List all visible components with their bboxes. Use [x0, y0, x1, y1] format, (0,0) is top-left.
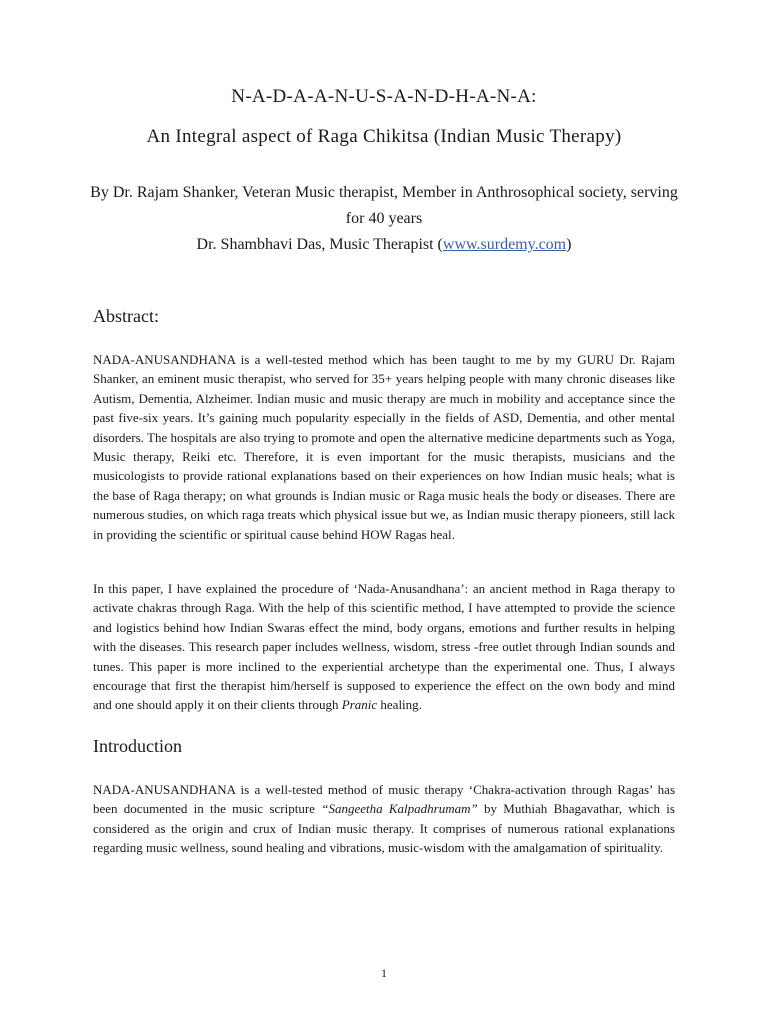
introduction-heading: Introduction	[93, 736, 182, 756]
introduction-paragraph	[93, 780, 675, 858]
abstract-paragraph-1: NADA-ANUSANDHANA is a well-tested method which has been taught to me by my GURU Dr. Rajam Shanker, an eminent music therapist, who served for 35+ years helping people with many chronic diseases like Autism, Dementia, Alzheimer. Indian music and music therapy are much in mobility and acceptance since the past five-six years. It’s gaining much popularity especially in the fields of ASD, Dementia, and other mental disorders. The hospitals are also trying to promote and open the alternative medicine departments such as Yoga, Music therapy, Reiki etc. Therefore, it is even important for the music therapists, musicians and the musicologists to provide rational explanations based on their experiences on how Indian music heals; what is the base of Raga therapy; on what grounds is Indian music or Raga music heals the body or diseases. There are numerous studies, on which raga treats which physical issue but we, as Indian music therapy pioneers, still lack in providing the scientific or spiritual cause behind HOW Ragas heal.	[93, 352, 675, 542]
author-line-2	[90, 232, 678, 258]
author-line-1: By Dr. Rajam Shanker, Veteran Music therapist, Member in Anthrosophical society, serving for 40 years	[90, 184, 678, 227]
abstract-p2-end: healing.	[377, 697, 422, 713]
abstract-heading: Abstract:	[93, 306, 159, 326]
intro-text-end: by Muthiah Bhagavathar, which is considered as the origin and crux of Indian music therapy. It comprises of numerous rational explanations regarding music wellness, sound healing and vibrations, music-wisdom with the amalgamation of spirituality.	[93, 801, 675, 856]
abstract-paragraph-2	[93, 579, 675, 715]
author-2-name: Dr. Shambhavi Das, Music Therapist (	[196, 236, 443, 253]
intro-italic-title: “Sangeetha Kalpadhrumam”	[321, 801, 478, 817]
page-number: 1	[381, 966, 387, 980]
website-link[interactable]: www.surdemy.com	[442, 236, 567, 253]
abstract-p2-text: In this paper, I have explained the procedure of ‘Nada-Anusandhana’: an ancient method in Raga therapy to activate chakras through Raga. With the help of this scientific method, I have attempted to provide the science and logistics behind how Indian Swaras effect the mind, body organs, emotions and further results in helping with the diseases. This research paper includes wellness, wisdom, stress -free outlet through Indian sounds and tunes. This paper is more inclined to the experiential archetype than the experimental one. Thus, I always encourage that first the therapist him/herself is supposed to experience the effect on the own body and mind and one should apply it on their clients through	[93, 581, 675, 713]
author-2-close: )	[566, 236, 572, 253]
document-title: N-A-D-A-A-N-U-S-A-N-D-H-A-N-A:	[231, 86, 537, 107]
abstract-p2-italic: Pranic	[341, 697, 378, 713]
document-subtitle: An Integral aspect of Raga Chikitsa (Indian Music Therapy)	[146, 126, 622, 147]
author-block	[90, 180, 678, 258]
intro-text-start: NADA-ANUSANDHANA is a well-tested method of music therapy ‘Chakra-activation through Ragas’ has been documented in the music scripture	[93, 782, 675, 817]
